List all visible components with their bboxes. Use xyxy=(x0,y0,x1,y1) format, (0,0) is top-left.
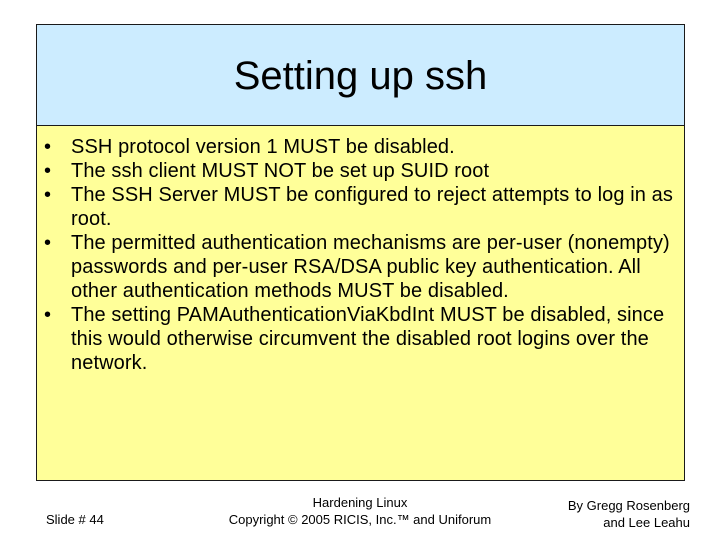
footer-author-line2: and Lee Leahu xyxy=(603,515,690,530)
slide-title: Setting up ssh xyxy=(233,54,488,98)
bullet-icon: • xyxy=(44,136,52,158)
bullet-item xyxy=(37,303,686,375)
footer-copyright: Copyright © 2005 RICIS, Inc.™ and Uniforum xyxy=(228,512,492,527)
footer-course-title: Hardening Linux xyxy=(312,495,408,510)
bullet-text: The permitted authentication mechanisms are per-user (nonempty) passwords and per-user RSA/DSA public key authentication. All other authentication methods MUST be disabled. xyxy=(71,232,670,302)
bullet-text: The ssh client MUST NOT be set up SUID root xyxy=(71,160,490,182)
slide-number: Slide # 44 xyxy=(46,512,104,527)
bullet-icon: • xyxy=(44,232,52,254)
bullet-item xyxy=(37,183,686,231)
bullet-item xyxy=(37,135,686,159)
footer-author-line1: By Gregg Rosenberg xyxy=(567,498,690,513)
slide-title-box xyxy=(36,24,685,126)
bullet-icon: • xyxy=(44,160,52,182)
bullet-icon: • xyxy=(44,304,52,326)
footer-center xyxy=(212,494,508,528)
footer-authors xyxy=(520,497,690,531)
bullet-item xyxy=(37,231,686,303)
bullet-text: The setting PAMAuthenticationViaKbdInt MUST be disabled, since this would otherwise circumvent the disabled root logins over the network. xyxy=(71,304,665,374)
bullet-list xyxy=(37,135,686,375)
slide-body-box xyxy=(36,125,685,481)
bullet-text: The SSH Server MUST be configured to reject attempts to log in as root. xyxy=(71,184,673,230)
bullet-icon: • xyxy=(44,184,52,206)
bullet-text: SSH protocol version 1 MUST be disabled. xyxy=(71,136,455,158)
bullet-item xyxy=(37,159,686,183)
